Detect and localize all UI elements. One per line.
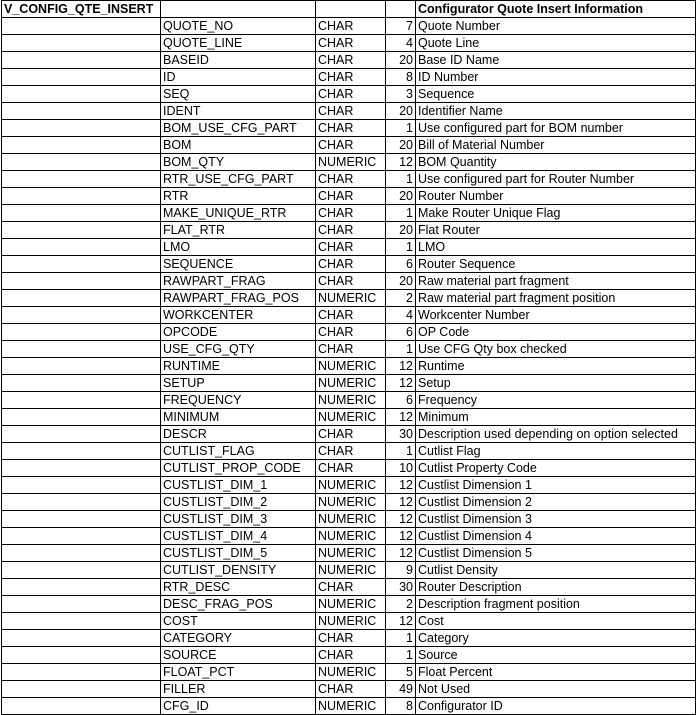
table-row	[2, 528, 696, 545]
description-cell: Identifier Name	[416, 103, 696, 120]
data-type-cell: NUMERIC	[316, 664, 386, 681]
spacer-cell	[2, 528, 161, 545]
description-cell: Setup	[416, 375, 696, 392]
spacer-cell	[2, 443, 161, 460]
description-cell: Flat Router	[416, 222, 696, 239]
header-row	[2, 1, 696, 18]
table-row	[2, 273, 696, 290]
field-name-cell: RTR	[161, 188, 316, 205]
description-cell: Frequency	[416, 392, 696, 409]
spacer-cell	[2, 409, 161, 426]
length-cell: 2	[386, 596, 416, 613]
table-row	[2, 409, 696, 426]
length-cell: 1	[386, 205, 416, 222]
field-name-cell: DESCR	[161, 426, 316, 443]
description-cell: Custlist Dimension 1	[416, 477, 696, 494]
length-cell: 6	[386, 324, 416, 341]
description-cell: Cutlist Property Code	[416, 460, 696, 477]
length-cell: 6	[386, 392, 416, 409]
spacer-cell	[2, 290, 161, 307]
description-cell: Minimum	[416, 409, 696, 426]
table-row	[2, 52, 696, 69]
data-type-cell: CHAR	[316, 341, 386, 358]
length-cell: 10	[386, 460, 416, 477]
table-row	[2, 596, 696, 613]
length-cell: 5	[386, 664, 416, 681]
field-name-cell: CATEGORY	[161, 630, 316, 647]
table-row	[2, 222, 696, 239]
description-cell: Source	[416, 647, 696, 664]
data-type-cell: CHAR	[316, 18, 386, 35]
description-cell: Runtime	[416, 358, 696, 375]
length-cell: 1	[386, 120, 416, 137]
field-name-cell: MAKE_UNIQUE_RTR	[161, 205, 316, 222]
table-row	[2, 562, 696, 579]
length-cell: 12	[386, 409, 416, 426]
length-cell: 12	[386, 545, 416, 562]
data-type-cell: CHAR	[316, 324, 386, 341]
description-cell: Not Used	[416, 681, 696, 698]
spacer-cell	[2, 647, 161, 664]
description-cell: Cutlist Density	[416, 562, 696, 579]
field-name-cell: BOM_USE_CFG_PART	[161, 120, 316, 137]
data-type-cell: NUMERIC	[316, 409, 386, 426]
table-row	[2, 137, 696, 154]
length-cell: 1	[386, 239, 416, 256]
data-type-cell: CHAR	[316, 69, 386, 86]
length-cell: 30	[386, 579, 416, 596]
length-cell: 8	[386, 69, 416, 86]
table-row	[2, 341, 696, 358]
length-cell: 12	[386, 477, 416, 494]
description-cell: Use configured part for BOM number	[416, 120, 696, 137]
length-cell: 12	[386, 154, 416, 171]
description-cell: Use CFG Qty box checked	[416, 341, 696, 358]
table-row	[2, 256, 696, 273]
length-cell: 12	[386, 613, 416, 630]
table-row	[2, 613, 696, 630]
spacer-cell	[2, 698, 161, 715]
length-cell: 6	[386, 256, 416, 273]
data-type-cell: CHAR	[316, 222, 386, 239]
field-name-cell: RAWPART_FRAG_POS	[161, 290, 316, 307]
data-type-cell: CHAR	[316, 171, 386, 188]
table-row	[2, 460, 696, 477]
spacer-cell	[2, 35, 161, 52]
field-name-cell: LMO	[161, 239, 316, 256]
description-cell: OP Code	[416, 324, 696, 341]
table-row	[2, 69, 696, 86]
data-type-cell: CHAR	[316, 426, 386, 443]
field-name-cell: IDENT	[161, 103, 316, 120]
spacer-cell	[2, 562, 161, 579]
field-name-cell: CUSTLIST_DIM_4	[161, 528, 316, 545]
data-type-cell: NUMERIC	[316, 494, 386, 511]
table-row	[2, 647, 696, 664]
data-type-cell: CHAR	[316, 630, 386, 647]
table-row	[2, 103, 696, 120]
length-cell: 1	[386, 647, 416, 664]
field-name-cell: FLAT_RTR	[161, 222, 316, 239]
field-name-cell: SETUP	[161, 375, 316, 392]
length-cell: 49	[386, 681, 416, 698]
field-name-cell: QUOTE_NO	[161, 18, 316, 35]
table-row	[2, 120, 696, 137]
data-type-cell: CHAR	[316, 103, 386, 120]
description-cell: Cutlist Flag	[416, 443, 696, 460]
spacer-cell	[2, 239, 161, 256]
description-cell: Description used depending on option selected	[416, 426, 696, 443]
data-type-cell: NUMERIC	[316, 528, 386, 545]
spacer-cell	[2, 579, 161, 596]
field-name-cell: RTR_USE_CFG_PART	[161, 171, 316, 188]
length-cell: 1	[386, 341, 416, 358]
table-row	[2, 477, 696, 494]
field-name-cell: CUSTLIST_DIM_1	[161, 477, 316, 494]
table-row	[2, 698, 696, 715]
spacer-cell	[2, 681, 161, 698]
description-cell: Sequence	[416, 86, 696, 103]
length-cell: 4	[386, 35, 416, 52]
data-type-cell: CHAR	[316, 137, 386, 154]
description-cell: Custlist Dimension 3	[416, 511, 696, 528]
description-cell: Quote Number	[416, 18, 696, 35]
table-row	[2, 375, 696, 392]
data-type-cell: CHAR	[316, 120, 386, 137]
spacer-cell	[2, 154, 161, 171]
description-cell: Configurator ID	[416, 698, 696, 715]
data-type-cell: CHAR	[316, 205, 386, 222]
data-type-cell: NUMERIC	[316, 562, 386, 579]
length-cell: 20	[386, 188, 416, 205]
data-type-cell: CHAR	[316, 647, 386, 664]
field-name-cell: BASEID	[161, 52, 316, 69]
spacer-cell	[2, 630, 161, 647]
length-cell: 20	[386, 222, 416, 239]
field-name-cell: MINIMUM	[161, 409, 316, 426]
spacer-cell	[2, 392, 161, 409]
spacer-cell	[2, 341, 161, 358]
spacer-cell	[2, 375, 161, 392]
data-type-cell: NUMERIC	[316, 698, 386, 715]
field-name-cell: FREQUENCY	[161, 392, 316, 409]
description-cell: Category	[416, 630, 696, 647]
data-type-cell: CHAR	[316, 579, 386, 596]
table-row	[2, 205, 696, 222]
description-cell: Raw material part fragment	[416, 273, 696, 290]
data-type-cell: CHAR	[316, 256, 386, 273]
spacer-cell	[2, 69, 161, 86]
spacer-cell	[2, 460, 161, 477]
length-cell: 2	[386, 290, 416, 307]
description-cell: Custlist Dimension 5	[416, 545, 696, 562]
spacer-cell	[2, 545, 161, 562]
field-name-cell: WORKCENTER	[161, 307, 316, 324]
data-type-cell: NUMERIC	[316, 477, 386, 494]
table-row	[2, 18, 696, 35]
description-cell: Description fragment position	[416, 596, 696, 613]
table-row	[2, 630, 696, 647]
field-name-cell: OPCODE	[161, 324, 316, 341]
spacer-cell	[2, 596, 161, 613]
data-type-cell: CHAR	[316, 86, 386, 103]
length-cell: 1	[386, 171, 416, 188]
description-cell: ID Number	[416, 69, 696, 86]
table-body	[2, 1, 696, 715]
field-name-cell: CUTLIST_DENSITY	[161, 562, 316, 579]
field-name-cell: FILLER	[161, 681, 316, 698]
data-type-cell: CHAR	[316, 35, 386, 52]
table-row	[2, 307, 696, 324]
table-row	[2, 511, 696, 528]
length-cell: 9	[386, 562, 416, 579]
spacer-cell	[2, 477, 161, 494]
field-name-cell: CUSTLIST_DIM_2	[161, 494, 316, 511]
description-cell: Custlist Dimension 4	[416, 528, 696, 545]
field-name-cell: CUTLIST_PROP_CODE	[161, 460, 316, 477]
table-row	[2, 35, 696, 52]
spacer-cell	[2, 222, 161, 239]
data-type-cell: NUMERIC	[316, 392, 386, 409]
table-row	[2, 358, 696, 375]
table-row	[2, 579, 696, 596]
description-cell: Router Description	[416, 579, 696, 596]
table-row	[2, 426, 696, 443]
description-cell: Workcenter Number	[416, 307, 696, 324]
spacer-cell	[2, 307, 161, 324]
data-type-cell: NUMERIC	[316, 154, 386, 171]
description-cell: Raw material part fragment position	[416, 290, 696, 307]
description-cell: Make Router Unique Flag	[416, 205, 696, 222]
description-cell: Base ID Name	[416, 52, 696, 69]
data-type-cell: NUMERIC	[316, 375, 386, 392]
field-name-cell: DESC_FRAG_POS	[161, 596, 316, 613]
spacer-cell	[2, 273, 161, 290]
table-row	[2, 392, 696, 409]
table-row	[2, 171, 696, 188]
header-empty-cell	[316, 1, 386, 18]
data-type-cell: NUMERIC	[316, 596, 386, 613]
length-cell: 20	[386, 103, 416, 120]
spacer-cell	[2, 52, 161, 69]
field-definition-table	[1, 0, 696, 715]
field-name-cell: COST	[161, 613, 316, 630]
field-name-cell: RTR_DESC	[161, 579, 316, 596]
length-cell: 7	[386, 18, 416, 35]
table-row	[2, 324, 696, 341]
data-type-cell: CHAR	[316, 52, 386, 69]
data-type-cell: CHAR	[316, 307, 386, 324]
header-empty-cell	[161, 1, 316, 18]
data-type-cell: NUMERIC	[316, 290, 386, 307]
table-row	[2, 664, 696, 681]
description-cell: Quote Line	[416, 35, 696, 52]
data-type-cell: CHAR	[316, 188, 386, 205]
length-cell: 8	[386, 698, 416, 715]
length-cell: 1	[386, 443, 416, 460]
length-cell: 20	[386, 137, 416, 154]
spacer-cell	[2, 256, 161, 273]
field-name-cell: SEQ	[161, 86, 316, 103]
data-type-cell: NUMERIC	[316, 613, 386, 630]
header-empty-cell	[386, 1, 416, 18]
spacer-cell	[2, 358, 161, 375]
data-type-cell: NUMERIC	[316, 511, 386, 528]
spacer-cell	[2, 426, 161, 443]
spacer-cell	[2, 324, 161, 341]
spacer-cell	[2, 137, 161, 154]
field-name-cell: ID	[161, 69, 316, 86]
length-cell: 4	[386, 307, 416, 324]
spacer-cell	[2, 86, 161, 103]
table-row	[2, 239, 696, 256]
field-name-cell: CFG_ID	[161, 698, 316, 715]
table-row	[2, 154, 696, 171]
length-cell: 20	[386, 52, 416, 69]
spacer-cell	[2, 171, 161, 188]
table-row	[2, 86, 696, 103]
field-name-cell: BOM	[161, 137, 316, 154]
table-row	[2, 443, 696, 460]
field-name-cell: CUSTLIST_DIM_3	[161, 511, 316, 528]
table-row	[2, 494, 696, 511]
field-name-cell: SEQUENCE	[161, 256, 316, 273]
spacer-cell	[2, 613, 161, 630]
length-cell: 12	[386, 528, 416, 545]
description-cell: Use configured part for Router Number	[416, 171, 696, 188]
spacer-cell	[2, 188, 161, 205]
length-cell: 12	[386, 511, 416, 528]
length-cell: 12	[386, 494, 416, 511]
length-cell: 12	[386, 358, 416, 375]
data-type-cell: CHAR	[316, 443, 386, 460]
table-name: V_CONFIG_QTE_INSERT	[2, 1, 161, 18]
length-cell: 3	[386, 86, 416, 103]
description-cell: Router Sequence	[416, 256, 696, 273]
field-name-cell: CUTLIST_FLAG	[161, 443, 316, 460]
length-cell: 30	[386, 426, 416, 443]
data-type-cell: CHAR	[316, 460, 386, 477]
field-name-cell: USE_CFG_QTY	[161, 341, 316, 358]
field-name-cell: BOM_QTY	[161, 154, 316, 171]
table-title: Configurator Quote Insert Information	[416, 1, 696, 18]
data-type-cell: NUMERIC	[316, 545, 386, 562]
field-name-cell: RUNTIME	[161, 358, 316, 375]
data-type-cell: CHAR	[316, 273, 386, 290]
data-type-cell: NUMERIC	[316, 358, 386, 375]
spacer-cell	[2, 205, 161, 222]
spacer-cell	[2, 511, 161, 528]
field-name-cell: RAWPART_FRAG	[161, 273, 316, 290]
table-row	[2, 545, 696, 562]
table-row	[2, 681, 696, 698]
description-cell: Bill of Material Number	[416, 137, 696, 154]
description-cell: Custlist Dimension 2	[416, 494, 696, 511]
data-type-cell: CHAR	[316, 239, 386, 256]
length-cell: 1	[386, 630, 416, 647]
description-cell: Float Percent	[416, 664, 696, 681]
spacer-cell	[2, 664, 161, 681]
description-cell: Router Number	[416, 188, 696, 205]
spacer-cell	[2, 120, 161, 137]
length-cell: 12	[386, 375, 416, 392]
field-name-cell: CUSTLIST_DIM_5	[161, 545, 316, 562]
field-name-cell: QUOTE_LINE	[161, 35, 316, 52]
table-row	[2, 188, 696, 205]
spacer-cell	[2, 494, 161, 511]
spacer-cell	[2, 18, 161, 35]
table-row	[2, 290, 696, 307]
spacer-cell	[2, 103, 161, 120]
description-cell: LMO	[416, 239, 696, 256]
data-type-cell: CHAR	[316, 681, 386, 698]
field-name-cell: FLOAT_PCT	[161, 664, 316, 681]
description-cell: Cost	[416, 613, 696, 630]
length-cell: 20	[386, 273, 416, 290]
field-name-cell: SOURCE	[161, 647, 316, 664]
description-cell: BOM Quantity	[416, 154, 696, 171]
